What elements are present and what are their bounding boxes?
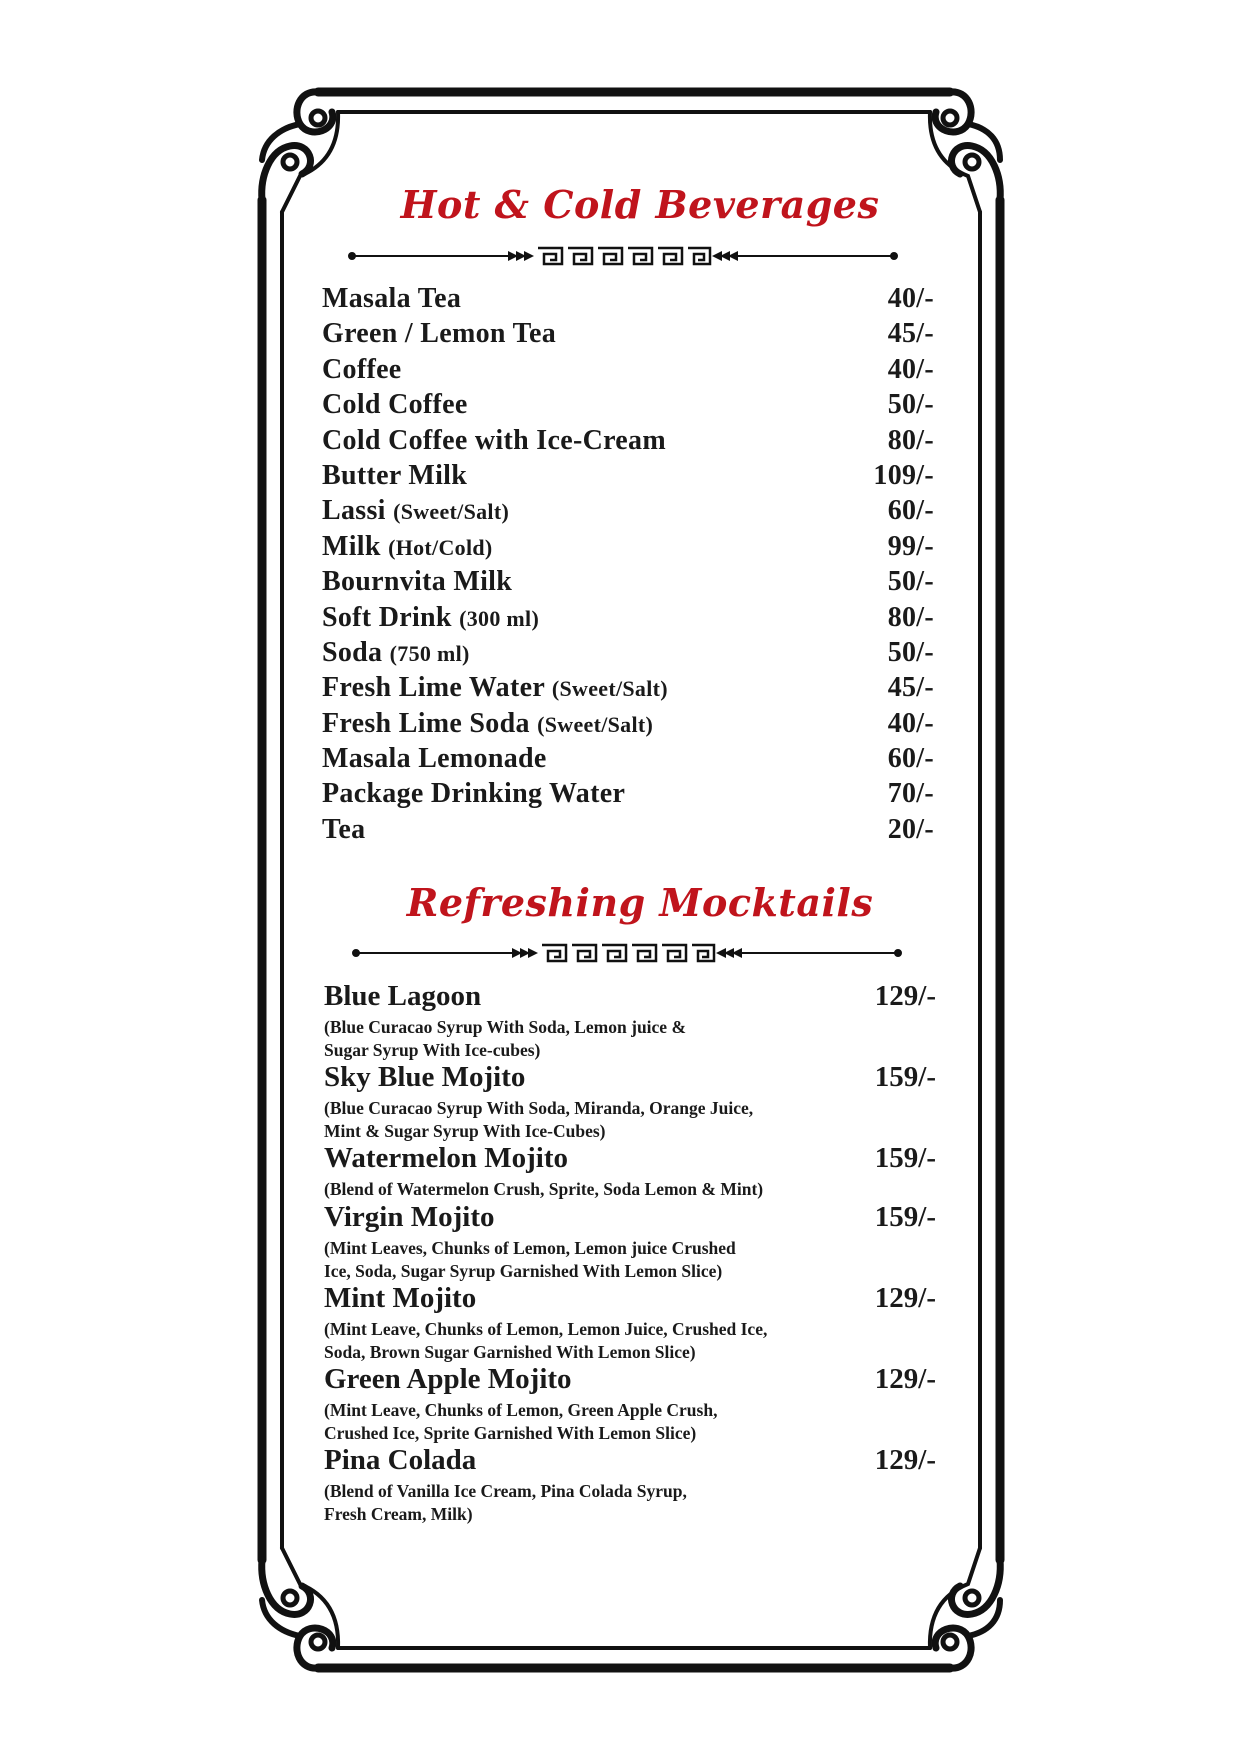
item-price: 45/- <box>887 318 934 350</box>
menu-item <box>322 637 934 672</box>
item-name: Coffee <box>322 353 402 385</box>
item-name: Fresh Lime Water <box>322 672 545 704</box>
menu-item <box>324 980 936 1061</box>
menu-item <box>322 425 934 460</box>
menu-item <box>324 1282 936 1363</box>
menu-item <box>324 1363 936 1444</box>
item-name: Tea <box>322 813 366 845</box>
menu-item <box>322 283 934 318</box>
item-name: Green / Lemon Tea <box>322 318 557 350</box>
menu-item <box>324 1201 936 1282</box>
item-description: (Blend of Watermelon Crush, Sprite, Soda Lemon & Mint) <box>324 1179 764 1199</box>
title-divider-ornament <box>352 941 902 965</box>
menu-item <box>322 602 934 637</box>
menu-item <box>324 1444 936 1525</box>
item-name: Virgin Mojito <box>324 1201 495 1233</box>
menu-item <box>322 566 934 601</box>
item-name: Blue Lagoon <box>324 980 482 1012</box>
item-price: 50/- <box>887 566 934 598</box>
item-price: 129/- <box>874 1363 936 1395</box>
item-price: 109/- <box>873 459 934 491</box>
item-description: (Mint Leaves, Chunks of Lemon, Lemon juice Crushed Ice, Soda, Sugar Syrup Garnished With Lemon Slice) <box>324 1238 736 1281</box>
item-description: (Blue Curacao Syrup With Soda, Lemon juice & Sugar Syrup With Ice-cubes) <box>324 1017 687 1060</box>
section-title-mocktails: Refreshing Mocktails <box>406 880 874 925</box>
item-price: 99/- <box>887 530 934 562</box>
item-name: Cold Coffee with Ice-Cream <box>322 424 666 456</box>
section-title-beverages: Hot & Cold Beverages <box>400 182 880 227</box>
item-price: 80/- <box>887 424 934 456</box>
item-price: 80/- <box>887 601 934 633</box>
item-price: 60/- <box>887 495 934 527</box>
menu-item <box>322 495 934 530</box>
item-name: Package Drinking Water <box>322 778 626 810</box>
item-name: Pina Colada <box>324 1444 477 1476</box>
item-name: Soda <box>322 636 383 668</box>
item-name: Masala Lemonade <box>322 743 547 775</box>
item-description: (Mint Leave, Chunks of Lemon, Lemon Juice, Crushed Ice, Soda, Brown Sugar Garnished With Lemon Slice) <box>324 1319 768 1362</box>
menu-item <box>322 708 934 743</box>
item-price: 20/- <box>887 813 934 845</box>
item-price: 129/- <box>874 1444 936 1476</box>
item-note: (Sweet/Salt) <box>393 499 510 525</box>
item-price: 50/- <box>887 389 934 421</box>
menu-item <box>322 531 934 566</box>
menu-item <box>322 318 934 353</box>
menu-item <box>322 814 934 849</box>
menu-item <box>322 354 934 389</box>
item-price: 40/- <box>887 707 934 739</box>
item-price: 129/- <box>874 980 936 1012</box>
item-note: (Hot/Cold) <box>388 534 493 560</box>
menu-item <box>322 778 934 813</box>
item-name: Bournvita Milk <box>322 566 513 598</box>
item-price: 45/- <box>887 672 934 704</box>
item-price: 159/- <box>874 1142 936 1174</box>
item-name: Butter Milk <box>322 459 468 491</box>
item-price: 40/- <box>887 353 934 385</box>
item-description: (Blend of Vanilla Ice Cream, Pina Colada Syrup, Fresh Cream, Milk) <box>324 1481 687 1524</box>
item-note: (Sweet/Salt) <box>551 676 668 702</box>
item-name: Milk <box>322 530 381 562</box>
menu-item <box>322 743 934 778</box>
item-name: Green Apple Mojito <box>324 1363 572 1395</box>
item-name: Lassi <box>322 495 386 527</box>
item-name: Sky Blue Mojito <box>324 1061 526 1093</box>
menu-item <box>324 1142 936 1201</box>
item-price: 40/- <box>887 283 934 314</box>
menu-item <box>322 389 934 424</box>
item-description: (Blue Curacao Syrup With Soda, Miranda, Orange Juice, Mint & Sugar Syrup With Ice-Cubes) <box>324 1098 754 1141</box>
item-note: (Sweet/Salt) <box>537 711 654 737</box>
mocktails-list <box>324 980 936 1525</box>
item-name: Soft Drink <box>322 601 452 633</box>
item-name: Mint Mojito <box>324 1282 477 1314</box>
item-name: Fresh Lime Soda <box>322 707 530 739</box>
item-description: (Mint Leave, Chunks of Lemon, Green Apple Crush, Crushed Ice, Sprite Garnished With Lemon Slice) <box>324 1400 718 1443</box>
item-note: (300 ml) <box>459 605 540 631</box>
item-name: Masala Tea <box>322 283 462 314</box>
beverages-list <box>322 283 934 849</box>
menu-item <box>324 1061 936 1142</box>
item-price: 70/- <box>887 778 934 810</box>
item-name: Watermelon Mojito <box>324 1142 569 1174</box>
item-price: 60/- <box>887 743 934 775</box>
item-price: 159/- <box>874 1201 936 1233</box>
item-name: Cold Coffee <box>322 389 468 421</box>
menu-item <box>322 460 934 495</box>
title-divider-ornament <box>348 244 898 268</box>
menu-item <box>322 672 934 707</box>
item-note: (750 ml) <box>389 640 470 666</box>
item-price: 129/- <box>874 1282 936 1314</box>
item-price: 50/- <box>887 636 934 668</box>
item-price: 159/- <box>874 1061 936 1093</box>
